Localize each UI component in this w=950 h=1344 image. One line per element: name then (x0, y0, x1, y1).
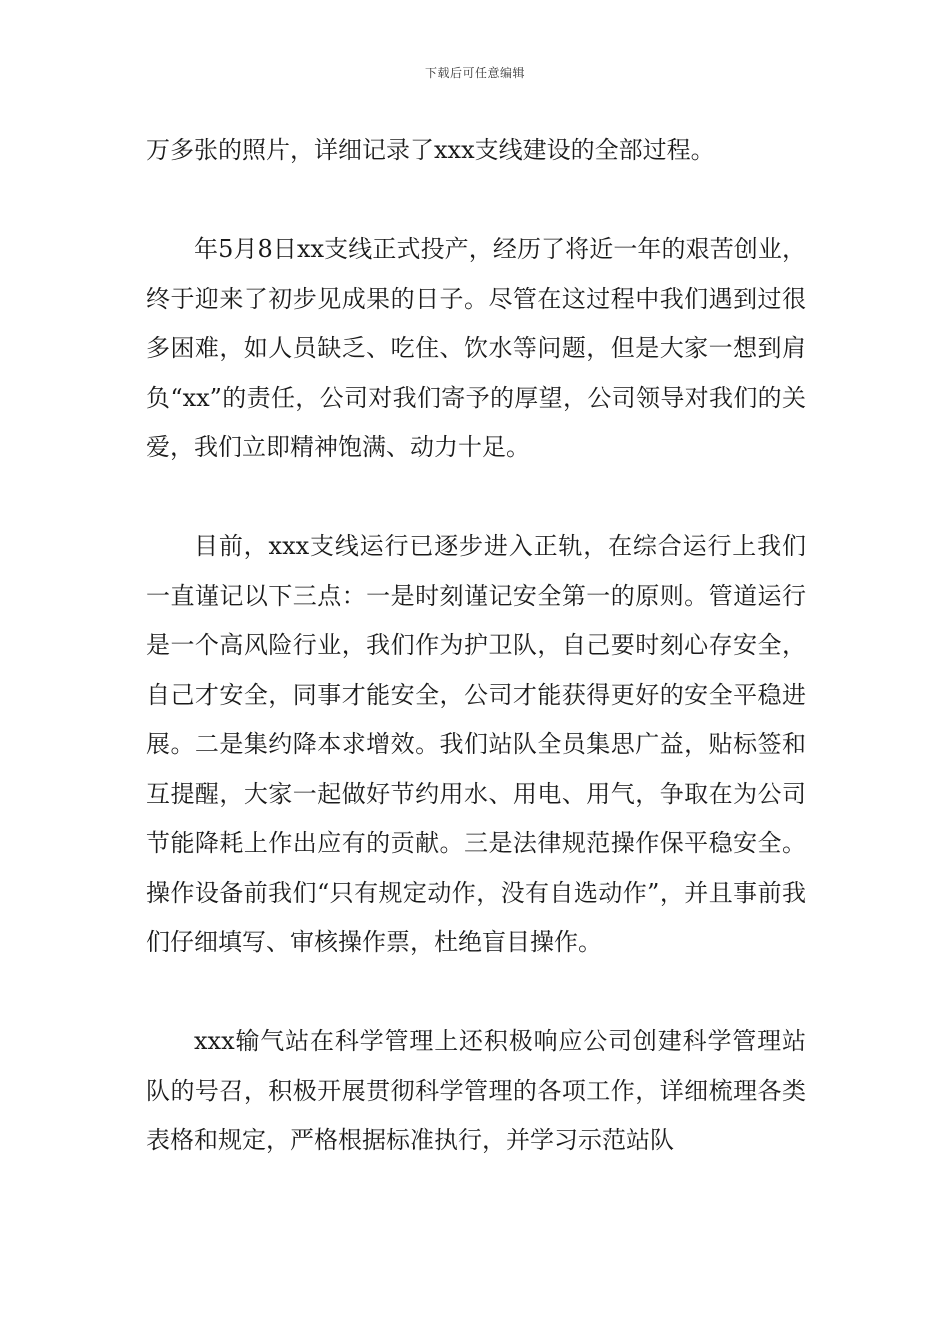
paragraph-continuation: 万多张的照片，详细记录了xxx支线建设的全部过程。 (146, 136, 715, 164)
document-body (146, 126, 806, 1166)
paragraph-production-start: 年5月8日xx支线正式投产，经历了将近一年的艰苦创业，终于迎来了初步见成果的日子。尽管在这过程中我们遇到过很多困难，如人员缺乏、吃住、饮水等问题，但是大家一想到肩负“xx”的责任，公司对我们寄予的厚望，公司领导对我们的关爱，我们立即精神饱满、动力十足。 (146, 235, 806, 461)
paragraph-operation-points: 目前，xxx支线运行已逐步进入正轨，在综合运行上我们一直谨记以下三点：一是时刻谨记安全第一的原则。管道运行是一个高风险行业，我们作为护卫队，自己要时刻心存安全，自己才安全，同事才能安全，公司才能获得更好的安全平稳进展。二是集约降本求增效。我们站队全员集思广益，贴标签和互提醒，大家一起做好节约用水、用电、用气，争取在为公司节能降耗上作出应有的贡献。三是法律规范操作保平稳安全。操作设备前我们“只有规定动作，没有自选动作”，并且事前我们仔细填写、审核操作票，杜绝盲目操作。 (146, 532, 806, 956)
page-header-note: 下载后可任意编辑 (424, 66, 525, 80)
paragraph-scientific-management: xxx输气站在科学管理上还积极响应公司创建科学管理站队的号召，积极开展贯彻科学管理的各项工作，详细梳理各类表格和规定，严格根据标准执行，并学习示范站队 (146, 1027, 806, 1154)
